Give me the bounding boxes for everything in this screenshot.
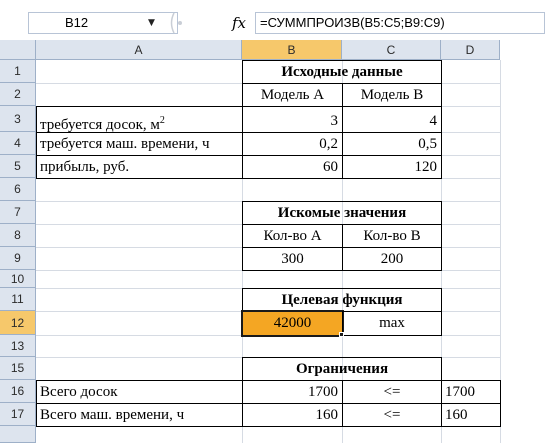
cell-b4[interactable]: 0,2 — [242, 132, 343, 156]
row-header[interactable]: 12 — [0, 311, 36, 335]
qty-a-header[interactable]: Кол-во А — [242, 224, 343, 248]
cell-d15[interactable]: 1700 — [441, 380, 501, 404]
cell-d16[interactable]: 160 — [441, 403, 501, 427]
row-header[interactable]: 15 — [0, 357, 36, 380]
cell-b3[interactable]: 3 — [242, 106, 343, 133]
row-header[interactable] — [0, 426, 36, 443]
machine-time-label[interactable]: требуется маш. времени, ч — [36, 132, 243, 156]
row-header[interactable]: 1 — [0, 60, 36, 83]
cell-c12[interactable]: max — [342, 311, 442, 336]
chevron-down-icon[interactable]: ▼ — [148, 18, 155, 28]
profit-label[interactable]: прибыль, руб. — [36, 155, 243, 179]
constraints-title[interactable]: Ограничения — [242, 357, 442, 381]
row-header[interactable]: 11 — [0, 288, 36, 311]
fill-handle[interactable] — [339, 332, 344, 337]
cell-c15[interactable]: <= — [342, 380, 442, 404]
row-header[interactable]: 9 — [0, 247, 36, 270]
row-header[interactable]: 13 — [0, 335, 36, 357]
row-header[interactable]: 17 — [0, 403, 36, 426]
insert-function-button[interactable]: fx — [232, 14, 247, 32]
cell-b16[interactable]: 160 — [242, 403, 343, 427]
qty-b-header[interactable]: Кол-во В — [342, 224, 442, 248]
name-box[interactable]: B12 — [28, 12, 178, 34]
select-all-corner[interactable] — [0, 40, 36, 60]
total-machine-time-label[interactable]: Всего маш. времени, ч — [36, 403, 243, 427]
unknowns-title[interactable]: Искомые значения — [242, 201, 442, 225]
row-header[interactable]: 6 — [0, 178, 36, 201]
unit-superscript: 2 — [159, 115, 165, 126]
row-header[interactable]: 3 — [0, 106, 36, 132]
objective-title[interactable]: Целевая функция — [242, 288, 442, 312]
source-data-title[interactable]: Исходные данные — [242, 60, 442, 84]
boards-required-label[interactable] — [36, 106, 243, 133]
row-header[interactable]: 8 — [0, 224, 36, 247]
cell-b15[interactable]: 1700 — [242, 380, 343, 404]
formula-input[interactable]: =СУММПРОИЗВ(B5:C5;B9:C9) — [255, 12, 545, 34]
model-b-header[interactable]: Модель В — [342, 83, 442, 107]
row-header[interactable]: 10 — [0, 270, 36, 288]
total-boards-label[interactable]: Всего досок — [36, 380, 243, 404]
column-header-c[interactable]: C — [342, 40, 441, 60]
resize-grip-icon[interactable] — [168, 11, 188, 35]
column-header-d[interactable]: D — [441, 40, 500, 60]
boards-required-text: требуется досок, м — [40, 117, 160, 133]
model-a-header[interactable]: Модель А — [242, 83, 343, 107]
column-header-b[interactable]: B — [242, 40, 342, 60]
cell-c16[interactable]: <= — [342, 403, 442, 427]
cell-c5[interactable]: 120 — [342, 155, 442, 179]
column-header-a[interactable]: A — [36, 40, 242, 60]
cell-c4[interactable]: 0,5 — [342, 132, 442, 156]
row-header[interactable]: 16 — [0, 380, 36, 403]
row-header[interactable]: 7 — [0, 201, 36, 224]
cell-c9[interactable]: 200 — [342, 247, 442, 271]
cell-b5[interactable]: 60 — [242, 155, 343, 179]
row-header[interactable]: 2 — [0, 83, 36, 106]
row-header[interactable]: 5 — [0, 155, 36, 178]
cell-b9[interactable]: 300 — [242, 247, 343, 271]
cell-c3[interactable]: 4 — [342, 106, 442, 133]
cell-b12-selected[interactable]: 42000 — [242, 311, 343, 336]
row-header[interactable]: 4 — [0, 132, 36, 155]
